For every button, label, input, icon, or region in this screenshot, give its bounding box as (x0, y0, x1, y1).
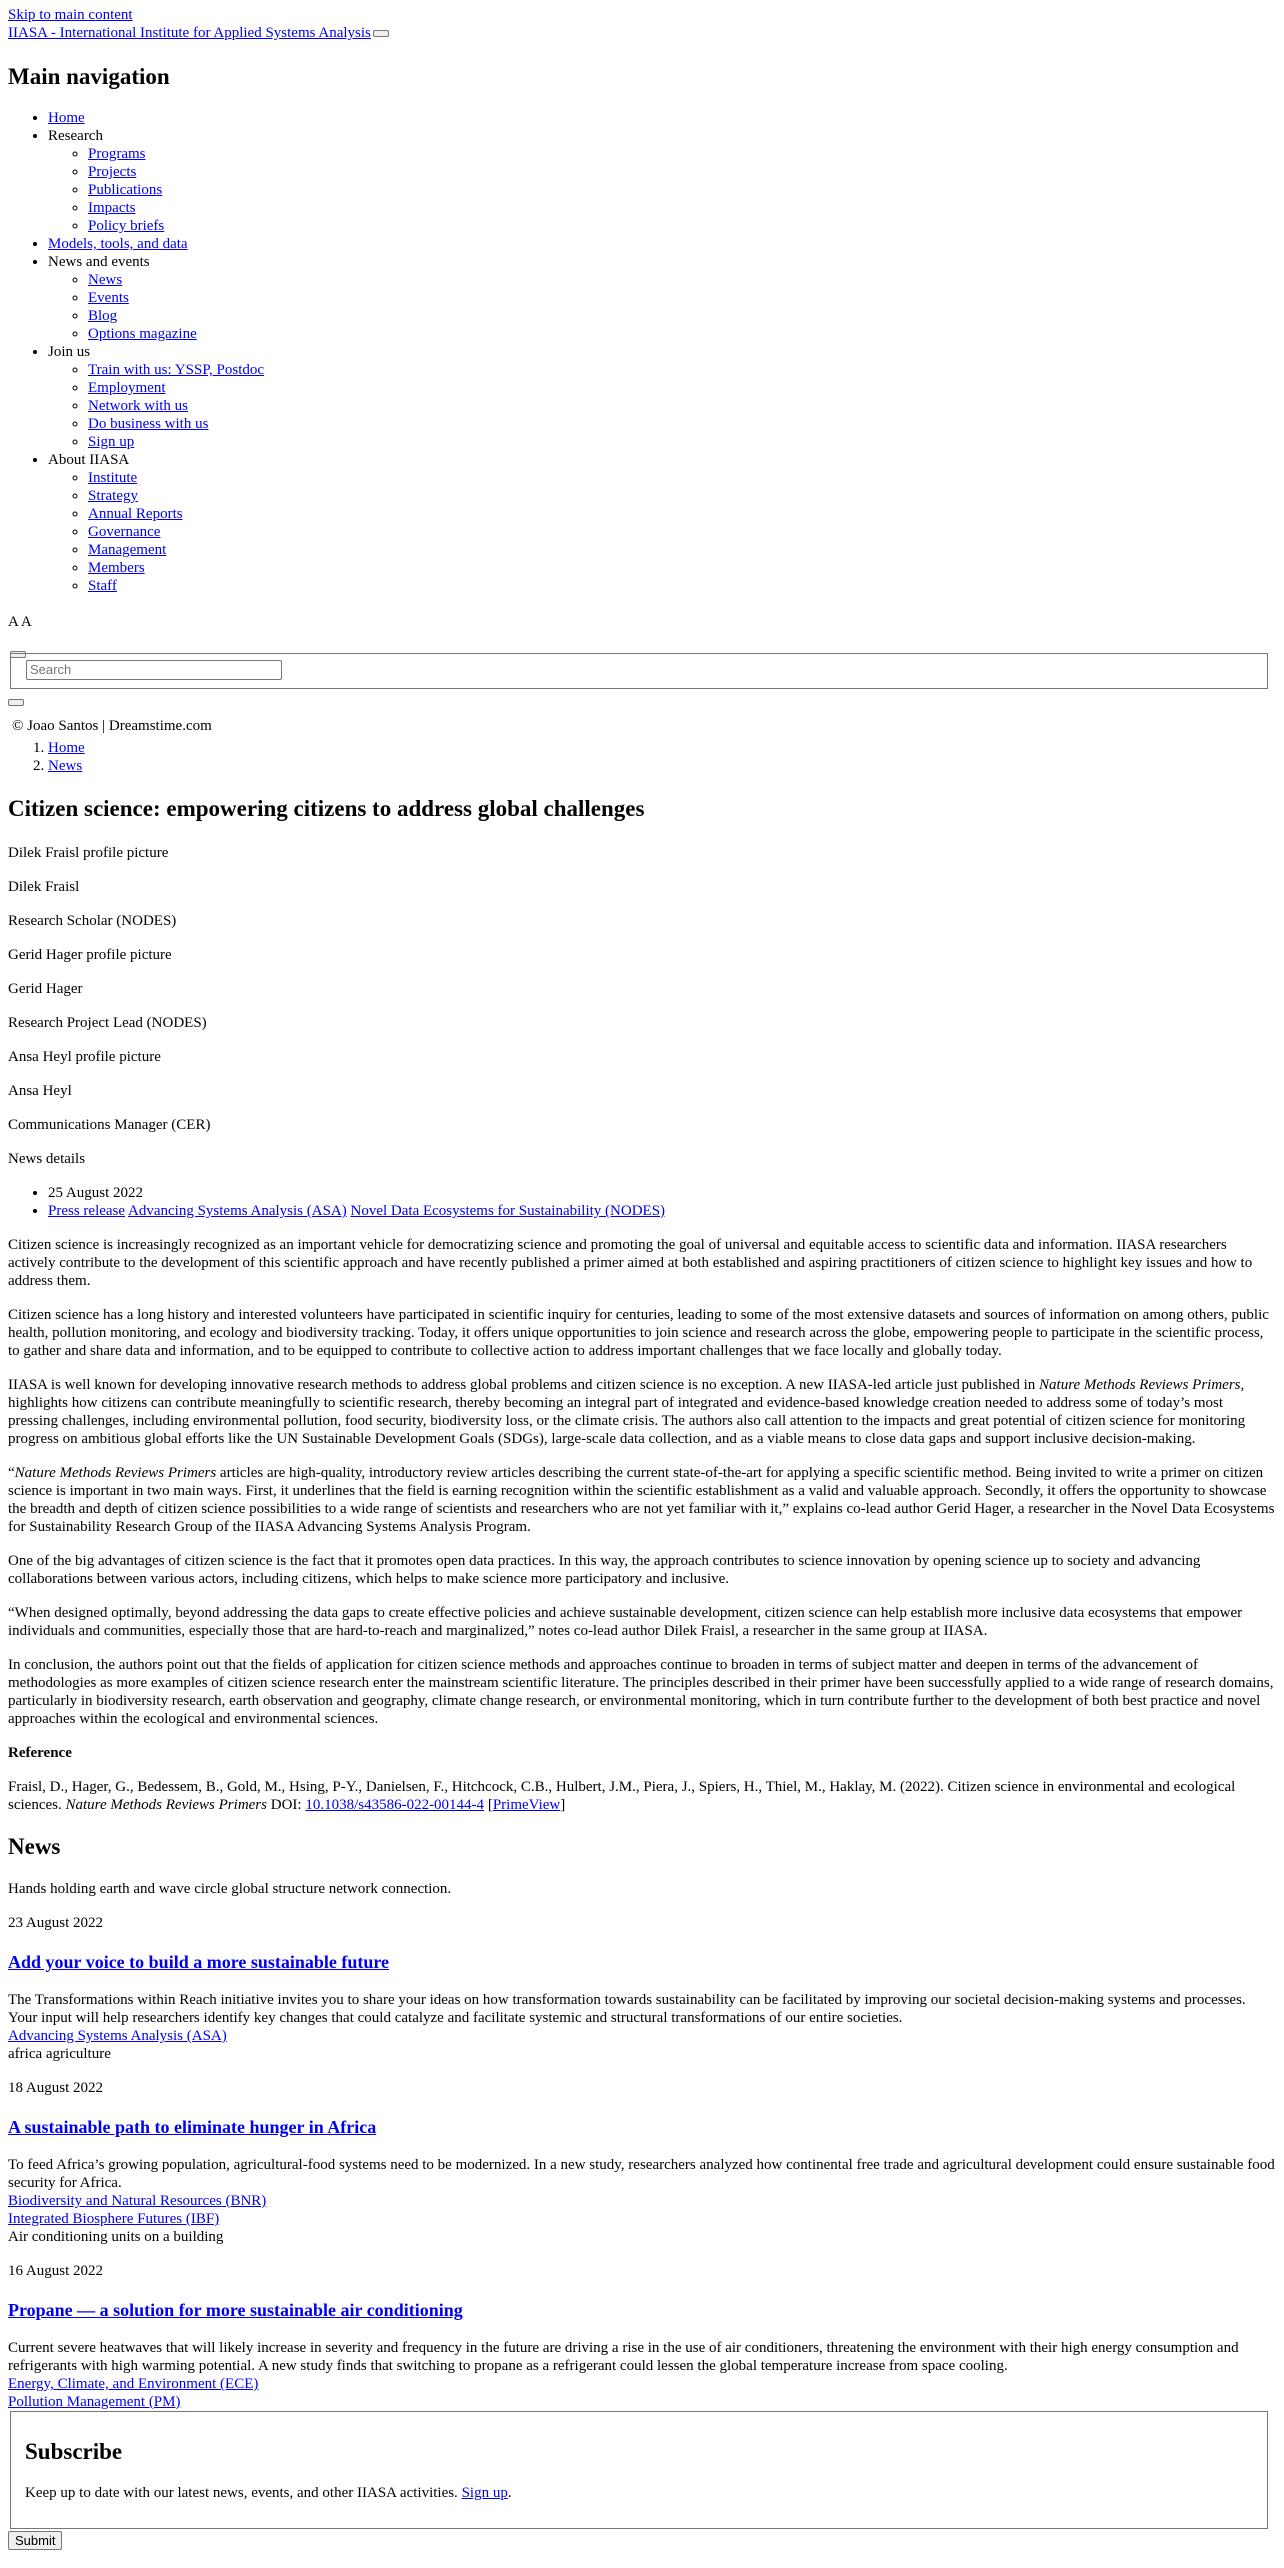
nav-link-home[interactable]: Home (48, 110, 85, 126)
news-image: africa agriculture (8, 2046, 111, 2062)
news-title-link[interactable]: A sustainable path to eliminate hunger in Africa (8, 2117, 377, 2137)
authors (8, 844, 1276, 1134)
search-input[interactable]: Search (26, 660, 282, 680)
news-summary: Current severe heatwaves that will likely increase in severity and frequency in the future are driving a rise in the use of air conditioners, threatening the environment with their high energy consumption and refrigerants with high warming potential. A new study finds that switching to propane as a refrigerant could lessen the global temperature increase from space cooling. (8, 2340, 1239, 2374)
news-tag-link[interactable]: Biodiversity and Natural Resources (BNR) (8, 2193, 267, 2209)
site-logo-link[interactable] (8, 25, 371, 41)
search-form (10, 653, 1268, 689)
header-logo-row (8, 24, 1276, 44)
subscribe-heading: Subscribe (25, 2439, 123, 2464)
author-avatar: Ansa Heyl profile picture (8, 1049, 161, 1065)
subscribe-text: Keep up to date with our latest news, events, and other IIASA activities. Sign up. (25, 2485, 512, 2501)
search-toggle-row (8, 645, 1276, 653)
page (8, 6, 1276, 2550)
news-title-link[interactable]: Add your voice to build a more sustainable future (8, 1952, 390, 1972)
paragraph: One of the big advantages of citizen science is the fact that it promotes open data practices. In this way, the approach contributes to science innovation by opening science up to society and advancing collaborations between various actors, including citizens, which helps to make science more participatory and inclusive. (8, 1553, 1201, 1587)
nav-link-management[interactable]: Management (88, 542, 167, 558)
author-avatar: Gerid Hager profile picture (8, 947, 172, 963)
nav-title: Main navigation (8, 64, 170, 89)
paragraph: Citizen science is increasingly recognized as an important vehicle for democratizing science and promoting the goal of universal and equitable access to scientific data and information. IIASA researchers actively contribute to the development of this scientific approach and have recently published a primer aimed at both established and aspiring practitioners of citizen science to highlight key issues and how to address them. (8, 1237, 1253, 1289)
news-date: • 25 August 2022 (48, 1184, 1276, 1202)
paragraph: Citizen science has a long history and interested volunteers have participated in scientific inquiry for centuries, leading to some of the most extensive datasets and sources of information on among others, public health, pollution monitoring, and ecology and biodiversity tracking. Today, it offers unique opportunities to join science and research across the globe, empowering people to participate in the scientific process, to gather and share data and information, and to be equipped to contribute to collective action to address important challenges that we face locally and globally today. (8, 1307, 1269, 1359)
reference-label: Reference (8, 1745, 72, 1761)
news-tags (8, 2192, 1276, 2228)
nav-link-projects[interactable]: Projects (88, 164, 137, 180)
page-title: Citizen science: empowering citizens to address global challenges (8, 796, 645, 821)
news-image: Air conditioning units on a building (8, 2229, 224, 2245)
author-name: Ansa Heyl (8, 1083, 72, 1099)
news-card (8, 2228, 1276, 2411)
nav-link-train-with-us[interactable]: Train with us: YSSP, Postdoc (88, 362, 265, 378)
nav-link-annual-reports[interactable]: Annual Reports (88, 506, 183, 522)
nav-link-members[interactable]: Members (88, 560, 145, 576)
news-tag-link[interactable]: Advancing Systems Analysis (ASA) (8, 2028, 227, 2044)
paragraph: “When designed optimally, beyond addressing the data gaps to create effective policies and achieve sustainable development, citizen science can help establish more inclusive data ecosystems that empower individuals and communities, especially those that are hard-to-reach and marginalized,” notes co-lead author Dilek Fraisl, a researcher in the same group at IIASA. (8, 1605, 1243, 1639)
nav-link-strategy[interactable]: Strategy (88, 488, 138, 504)
nav-label-join-us[interactable]: Join us (48, 344, 91, 360)
nav-label-about[interactable]: About IIASA (48, 452, 130, 468)
news-tag-link[interactable]: Energy, Climate, and Environment (ECE) (8, 2376, 259, 2392)
breadcrumb-news[interactable]: News (48, 758, 83, 774)
nav-link-network-with-us[interactable]: Network with us (88, 398, 188, 414)
author-avatar: Dilek Fraisl profile picture (8, 845, 169, 861)
author-role: Research Project Lead (NODES) (8, 1015, 207, 1031)
doi-link[interactable]: 10.1038/s43586-022-00144-4 (305, 1797, 485, 1813)
news-tags (8, 2375, 1276, 2411)
author-name: Gerid Hager (8, 981, 83, 997)
nav-label-news-events[interactable]: News and events (48, 254, 150, 270)
tag-nodes[interactable]: Novel Data Ecosystems for Sustainability (NODES) (350, 1203, 666, 1219)
news-details (8, 1184, 1276, 1220)
news-tags (48, 1202, 1276, 1220)
skip-to-content-link[interactable]: Skip to main content (8, 7, 133, 23)
nav-link-institute[interactable]: Institute (88, 470, 138, 486)
breadcrumb (8, 739, 1276, 775)
author-role: Communications Manager (CER) (8, 1117, 211, 1133)
nav-link-policy-briefs[interactable]: Policy briefs (88, 218, 165, 234)
news-summary: To feed Africa’s growing population, agricultural-food systems need to be modernized. In a new study, researchers analyzed how continental free trade and agricultural development could ensure sustainable food security for Africa. (8, 2157, 1275, 2191)
nav-link-models[interactable]: Models, tools, and data (48, 236, 188, 252)
author-role: Research Scholar (NODES) (8, 913, 177, 929)
article-body (8, 1236, 1276, 1814)
nav-item-about (48, 451, 1276, 595)
menu-toggle-button[interactable] (373, 30, 389, 37)
news-title-link[interactable]: Propane — a solution for more sustainable air conditioning (8, 2300, 463, 2320)
image-credit-row (8, 699, 1276, 734)
nav-item-home (48, 109, 1276, 127)
news-tag-link[interactable]: Pollution Management (PM) (8, 2394, 181, 2410)
paragraph: IIASA is well known for developing innovative research methods to address global problems and citizen science is no exception. A new IIASA-led article just published in Nature Methods Reviews Primers, highlights how citizens can contribute meaningfully to scientific research, thereby becoming an integral part of integrated and evidence-based knowledge creation needed to address some of today’s most pressing challenges, including environmental pollution, food security, biodiversity loss, or the climate crisis. The authors also call attention to the impacts and great potential of citizen science for monitoring progress on ambitious global efforts like the UN Sustainable Development Goals (SDGs), large-scale data collection, and as a viable means to close data gaps and support inclusive decision-making. (8, 1377, 1246, 1447)
nav-item-models (48, 235, 1276, 253)
site-logo: IIASA - International Institute for Applied Systems Analysis (8, 25, 371, 41)
nav-link-events[interactable]: Events (88, 290, 129, 306)
image-credit: © Joao Santos | Dreamstime.com (12, 718, 212, 734)
news-card (8, 1880, 1276, 2045)
nav-link-employment[interactable]: Employment (88, 380, 166, 396)
news-heading: News (8, 1834, 61, 1859)
nav-item-research (48, 127, 1276, 235)
subscribe-signup-link[interactable]: Sign up (461, 2485, 508, 2501)
nav-link-impacts[interactable]: Impacts (88, 200, 136, 216)
news-image: Hands holding earth and wave circle global structure network connection. (8, 1881, 452, 1897)
subscribe-box (10, 2411, 1268, 2529)
submit-button[interactable]: Submit (8, 2531, 62, 2550)
main-navigation (8, 63, 1276, 595)
news-date: 16 August 2022 (8, 2263, 104, 2279)
nav-label-research[interactable]: Research (48, 128, 103, 144)
nav-link-governance[interactable]: Governance (88, 524, 161, 540)
news-summary: The Transformations within Reach initiative invites you to share your ideas on how transformation towards sustainability can be facilitated by improving our societal decision-making systems and processes. Your input will help researchers identify key changes that could catalyze and facilitate systemic and structural transformations of our entire societies. (8, 1992, 1246, 2026)
news-tag-link[interactable]: Integrated Biosphere Futures (IBF) (8, 2211, 220, 2227)
author-name: Dilek Fraisl (8, 879, 80, 895)
news-details-label: News details (8, 1151, 86, 1167)
nav-item-news-events (48, 253, 1276, 343)
nav-link-blog[interactable]: Blog (88, 308, 118, 324)
news-date: 18 August 2022 (8, 2080, 104, 2096)
nav-link-options-magazine[interactable]: Options magazine (88, 326, 197, 342)
reference-text: Fraisl, D., Hager, G., Bedessem, B., Gold, M., Hsing, P-Y., Danielsen, F., Hitchcock, C.B., Hulbert, J.M., Piera, J., Spiers, H., Thiel, M., Haklay, M. (2022). Citizen science in environmental and ecological sciences. Nature Methods Reviews Primers DOI: 10.1038/s43586-022-00144-4 [PrimeView] (8, 1779, 1236, 1813)
hero-image-button[interactable] (8, 699, 24, 706)
paragraph: In conclusion, the authors point out that the fields of application for citizen science methods and approaches continue to broaden in terms of subject matter and deepen in terms of the advancement of methodologies as more examples of citizen science research enter the mainstream scientific literature. The principles described in their primer have been successfully applied to a wide range of research domains, particularly in biodiversity research, earth observation and geography, climate change research, or environmental monitoring, which in turn contribute further to the development of both best practice and novel approaches within the ecological and environmental sciences. (8, 1657, 1274, 1727)
news-tags (8, 2027, 1276, 2045)
primeview-link[interactable]: PrimeView (492, 1797, 561, 1813)
nav-link-publications[interactable]: Publications (88, 182, 163, 198)
breadcrumb-home[interactable]: Home (48, 740, 85, 756)
news-date: 23 August 2022 (8, 1915, 104, 1931)
tag-press-release[interactable]: Press release (48, 1203, 126, 1219)
nav-link-programs[interactable]: Programs (88, 146, 146, 162)
nav-link-staff[interactable]: Staff (88, 578, 117, 594)
news-section (8, 1833, 1276, 2411)
nav-item-join-us (48, 343, 1276, 451)
nav-link-sign-up[interactable]: Sign up (88, 434, 135, 450)
nav-link-do-business[interactable]: Do business with us (88, 416, 209, 432)
paragraph: “Nature Methods Reviews Primers articles are high-quality, introductory review articles describing the current state-of-the-art for applying a specific scientific method. Being invited to write a primer on citizen science is important in two main ways. First, it underlines that the field is earning recognition within the scientific establishment as a valid and valuable approach. Secondly, it offers the opportunity to showcase the breadth and depth of citizen science possibilities to a wide range of scientists and researchers who are not yet familiar with it,” explains co-lead author Gerid Hager, a researcher in the Novel Data Ecosystems for Sustainability Research Group of the IIASA Advancing Systems Analysis Program. (8, 1465, 1275, 1535)
tag-asa[interactable]: Advancing Systems Analysis (ASA) (128, 1203, 347, 1219)
font-size-toggle[interactable]: A A (8, 614, 32, 630)
nav-link-news[interactable]: News (88, 272, 123, 288)
news-card (8, 2045, 1276, 2228)
